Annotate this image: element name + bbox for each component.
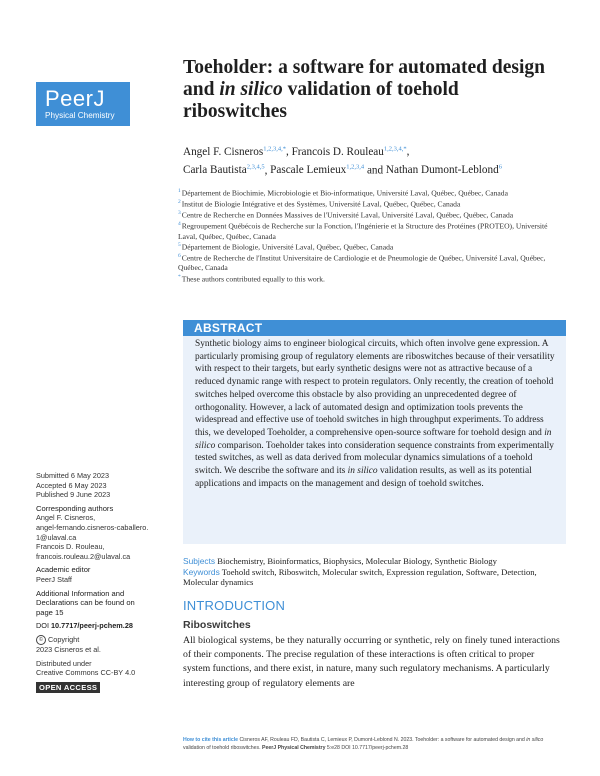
abstract-heading: ABSTRACT [194,321,263,335]
copyright: © Copyright 2023 Cisneros et al. [36,634,101,654]
email-link[interactable]: angel-fernando.cisneros-caballero. [36,522,149,532]
affiliation: $^5$Département de Biologie, Université Laval, Québec, Québec, Canada [178,242,394,252]
author[interactable]: Carla Bautista$^{2,3,4,5}$ [183,163,265,177]
affiliation: $^1$Département de Biochimie, Microbiologie et Bio-informatique, Université Laval, Québec, Québec, Canada [178,188,508,198]
keywords: Keywords Toehold switch, Riboswitch, Molecular switch, Expression regulation, Software, Detection, Molecular dynamics [183,566,537,587]
citation-footer: How to cite this article Cisneros AF, Rouleau FD, Bautista C, Lemieux P, Dumont-Leblond N. 2023. Toeholder: a software for automated design and in silico validation of toehold riboswitches. PeerJ Physical Chemistry 5:e28 DOI 10.7717/peerj-pchem.28 [183,737,544,751]
author[interactable]: Nathan Dumont-Leblond$^6$ [385,163,502,177]
academic-editor: Academic editor PeerJ Staff [36,565,91,584]
email-link[interactable]: francois.rouleau.2@ulaval.ca [36,551,131,561]
author[interactable]: Francois D. Rouleau$^{1,2,3,4,*}$ [291,145,407,158]
article-title: Toeholder: a software for automated design and in silico validation of toehold riboswitches [183,57,545,122]
additional-information-link[interactable]: Additional Information and Declarations can be found on page 15 [36,588,135,617]
logo-brand: PeerJ [45,86,105,111]
introduction-heading: INTRODUCTION [183,598,286,613]
affiliation-list [178,187,558,284]
article-info-sidebar [36,471,161,697]
equal-contribution-note: *These authors contributed equally to this work. [178,273,325,284]
open-access-badge: OPEN ACCESS [36,682,100,694]
doi[interactable]: DOI 10.7717/peerj-pchem.28 [36,621,133,631]
journal-logo [36,82,130,126]
affiliation: $^6$Centre de Recherche de l'Institut Universitaire de Cardiologie et de Pneumologie de Québec, Université Laval, Québec, Québec, Canada [178,253,546,273]
riboswitches-subheading: Riboswitches [183,619,251,631]
copyright-icon: © [36,635,46,645]
email-link[interactable]: 1@ulaval.ca [36,532,77,542]
author[interactable]: Pascale Lemieux$^{1,2,3,4}$ [270,163,365,177]
license: Distributed under Creative Commons CC-BY 4.0 [36,659,161,678]
abstract-text: Synthetic biology aims to engineer biological circuits, which often involve gene expression. A particularly promising group of regulatory elements are riboswitches because of their versatility with respect to their targets, but early synthetic designs were not as attractive because of a reduced dynamic range with respect to protein regulators. Only recently, the creation of toehold switches helped overcome this obstacle by also providing an unprecedented degree of orthogonality. However, a lack of automated design and optimization tools prevents the widespread and effective use of toehold switches in high throughput experiments. To address this, we developed Toeholder, a comprehensive open-source software for toehold design and in silico comparison. Toeholder takes into consideration sequence constraints from experimentally tested switches, as well as data derived from molecular dynamics simulations of a toehold switch. We describe the software and its in silico validation results, as well as its potential applications and impacts on the management and design of toehold switches. [195,339,555,489]
logo-section: Physical Chemistry [45,111,115,120]
corresponding-authors: Corresponding authors Angel F. Cisneros, angel-fernando.cisneros-caballero. 1@ulaval.ca Francois D. Rouleau, francois.rouleau.2@ulaval.ca [36,504,161,562]
introduction-paragraph: All biological systems, be they naturally occurring or synthetic, rely on finely tuned interactions of their components. The precise regulation of these interactions is often critical to proper system functions, and there exist, in nature, many such regulatory mechanisms. A particularly interesting group of regulatory elements are [183,635,560,689]
affiliation: $^4$Regroupement Québécois de Recherche sur la Fonction, l'Ingénierie et la Structure des Protéines (PROTEO), Université Laval, Québec, Québec, Canada [178,221,548,241]
author-list: Angel F. Cisneros$^{1,2,3,4,*}$, Francois D. Rouleau$^{1,2,3,4,*}$, Carla Bautista$^{2,3,4,5}$, Pascale Lemieux$^{1,2,3,4}$ and Nathan Dumont-Leblond$^6$ [183,145,502,177]
abstract-header [183,320,566,336]
subjects-keywords [183,556,563,588]
dates: Submitted 6 May 2023 Accepted 6 May 2023 Published 9 June 2023 [36,471,111,500]
affiliation: $^2$Institut de Biologie Intégrative et des Systèmes, Université Laval, Québec, Québec, Canada [178,199,461,209]
author[interactable]: Angel F. Cisneros$^{1,2,3,4,*}$ [183,145,286,158]
subjects: Subjects Biochemistry, Bioinformatics, Biophysics, Molecular Biology, Synthetic Biology [183,556,497,566]
license-link[interactable]: Creative Commons CC-BY 4.0 [36,668,136,678]
affiliation: $^3$Centre de Recherche en Données Massives de l'Université Laval, Université Laval, Québec, Québec, Canada [178,210,514,220]
